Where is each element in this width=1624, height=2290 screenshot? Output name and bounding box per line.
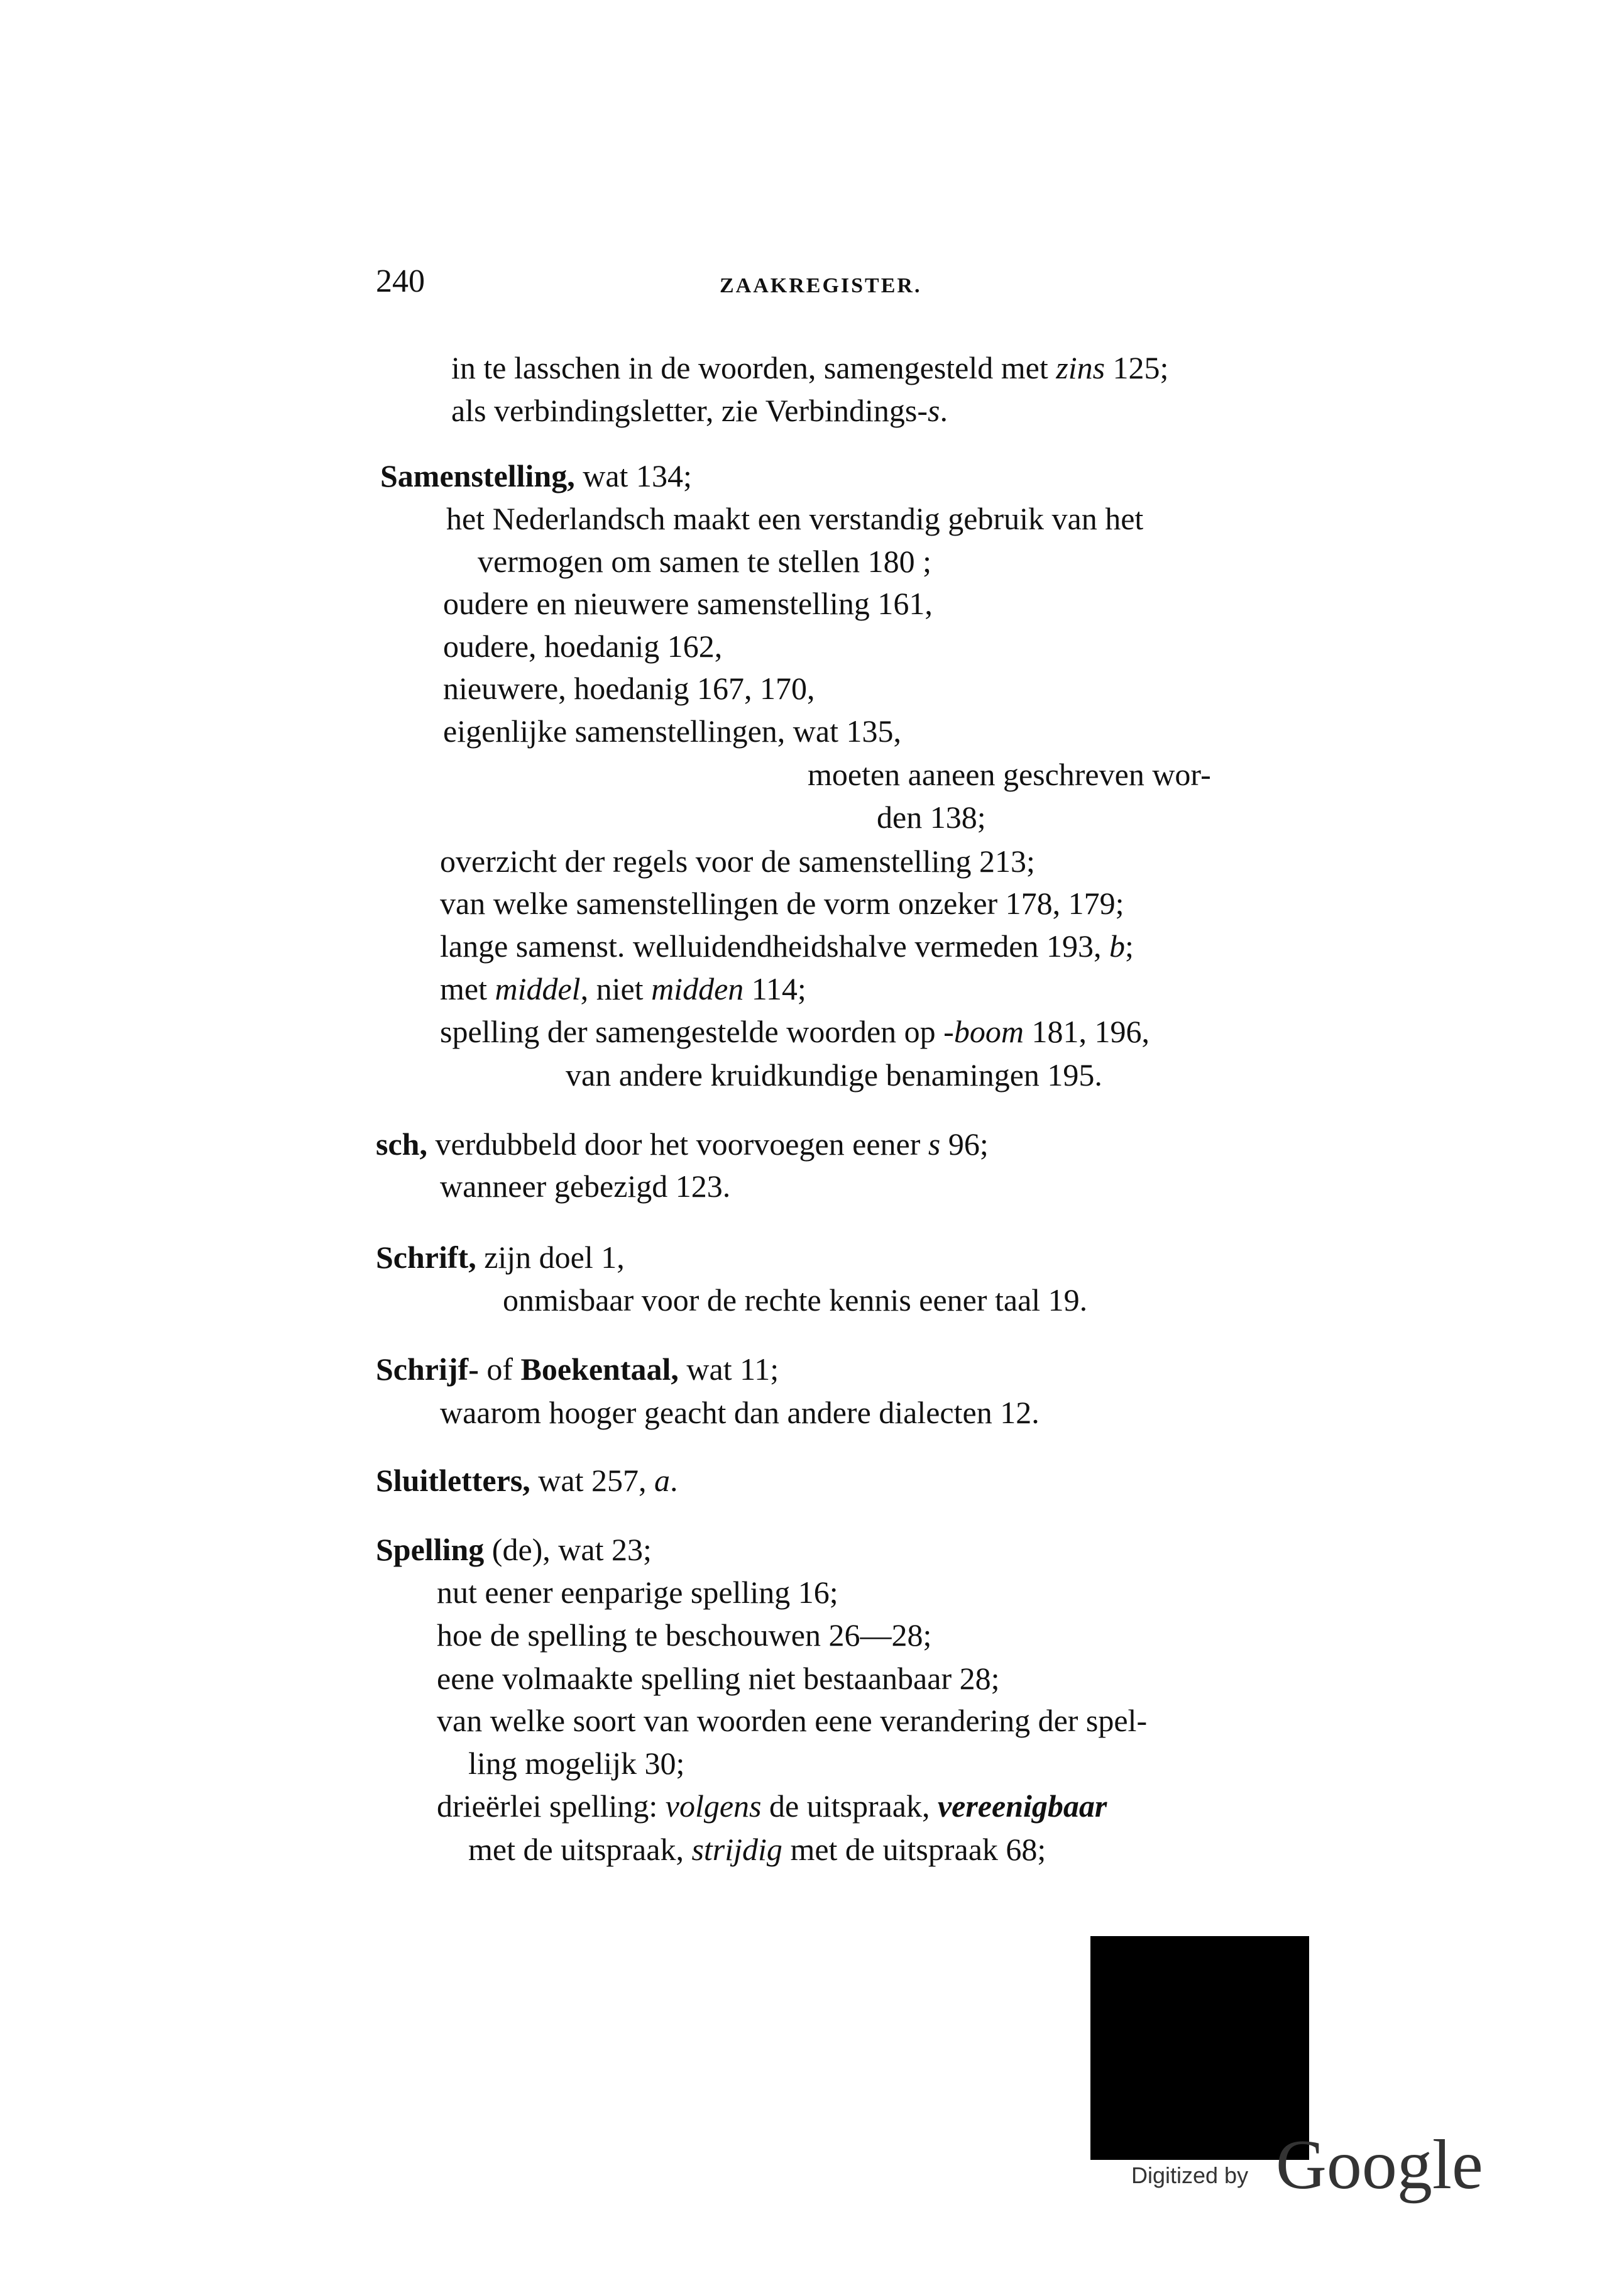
line-text: b [1109, 928, 1125, 964]
line-text: midden [651, 971, 744, 1006]
line-text: s [928, 393, 940, 428]
index-line [468, 1834, 1046, 1865]
line-text: oudere, hoedanig 162, [443, 629, 723, 664]
line-text: ling mogelijk 30; [468, 1746, 685, 1781]
page-number: 240 [376, 263, 425, 299]
index-line [440, 930, 1134, 962]
line-text: zins [1056, 350, 1106, 385]
index-line [440, 888, 1124, 919]
line-text: wat 257, [530, 1463, 654, 1498]
index-line [440, 845, 1035, 877]
headword: Schrijf- [376, 1351, 479, 1387]
headword: Sluitletters, [376, 1463, 530, 1498]
line-text: a [654, 1463, 670, 1498]
index-line [478, 546, 931, 577]
index-line [376, 1465, 678, 1496]
index-line [440, 1016, 1149, 1047]
line-text: vereenigbaar [937, 1788, 1107, 1824]
line-text: 125; [1105, 350, 1169, 385]
line-text: in te lasschen in de woorden, samengesteld met [451, 350, 1056, 385]
index-line [443, 588, 933, 619]
headword: Schrift, [376, 1240, 476, 1275]
index-line [437, 1619, 931, 1651]
index-line [443, 630, 722, 662]
line-text: moeten aaneen geschreven wor- [808, 757, 1211, 792]
index-line [437, 1577, 838, 1608]
headword: sch, [376, 1126, 427, 1162]
line-text: wat 134; [574, 458, 692, 493]
index-line [440, 1170, 730, 1202]
line-text: 114; [743, 971, 806, 1006]
line-text: lange samenst. welluidendheidshalve vermeden 193, [440, 928, 1109, 964]
line-text: wanneer gebezigd 123. [440, 1169, 731, 1204]
headword: Boekentaal, [520, 1351, 679, 1387]
line-text: hoe de spelling te beschouwen 26—28; [437, 1617, 932, 1653]
line-text: waarom hooger geacht dan andere dialecten 12. [440, 1395, 1040, 1430]
line-text: of [478, 1351, 521, 1387]
index-line [376, 1128, 989, 1160]
line-text: de uitspraak, [761, 1788, 938, 1824]
index-line [376, 1241, 625, 1273]
line-text: drieërlei spelling: [437, 1788, 666, 1824]
index-line [808, 759, 1211, 790]
index-line [376, 1353, 779, 1385]
line-text: als verbindingsletter, zie Verbindings- [451, 393, 928, 428]
line-text: verdubbeld door het voorvoegen eener [427, 1126, 928, 1162]
line-text: vermogen om samen te stellen 180 ; [478, 544, 932, 579]
index-line [468, 1748, 684, 1779]
line-text: van welke samenstellingen de vorm onzeker 178, 179; [440, 886, 1124, 921]
headword: Samenstelling, [380, 458, 575, 493]
index-line [451, 352, 1168, 383]
line-text: van andere kruidkundige benamingen 195. [566, 1057, 1102, 1093]
index-line [437, 1705, 1147, 1736]
index-line [877, 801, 986, 833]
digitized-by-label: Digitized by [1131, 2162, 1249, 2188]
index-line [503, 1284, 1087, 1316]
line-text: eene volmaakte spelling niet bestaanbaar 28; [437, 1661, 1000, 1696]
line-text: het Nederlandsch maakt een verstandig gebruik van het [446, 501, 1144, 536]
line-text: overzicht der regels voor de samenstelling 213; [440, 844, 1035, 879]
line-text: eigenlijke samenstellingen, wat 135, [443, 713, 901, 749]
line-text: met [440, 971, 495, 1006]
index-line [437, 1790, 1107, 1822]
index-line [376, 1534, 652, 1565]
line-text: . [940, 393, 948, 428]
line-text: volgens [665, 1788, 762, 1824]
line-text: middel [495, 971, 581, 1006]
line-text: (de), wat 23; [484, 1532, 652, 1567]
index-line [380, 460, 692, 492]
line-text: oudere en nieuwere samenstelling 161, [443, 586, 933, 621]
line-text: nieuwere, hoedanig 167, 170, [443, 671, 815, 706]
line-text: 181, 196, [1023, 1014, 1149, 1049]
line-text: wat 11; [678, 1351, 779, 1387]
line-text: van welke soort van woorden eene verandering der spel- [437, 1703, 1148, 1738]
line-text: onmisbaar voor de rechte kennis eener taal 19. [503, 1282, 1088, 1318]
index-line [566, 1059, 1102, 1091]
line-text: . [669, 1463, 678, 1498]
index-line [443, 715, 901, 747]
index-line [451, 395, 948, 426]
line-text: 96; [940, 1126, 989, 1162]
index-line [446, 503, 1143, 534]
index-line [440, 973, 806, 1005]
line-text: den 138; [877, 800, 986, 835]
index-line [443, 673, 815, 704]
line-text: s [928, 1126, 941, 1162]
line-text: met de uitspraak 68; [782, 1832, 1046, 1867]
line-text: strijdig [691, 1832, 782, 1867]
index-line [437, 1663, 999, 1694]
line-text: spelling der samengestelde woorden op - [440, 1014, 954, 1049]
line-text: , niet [580, 971, 652, 1006]
line-text: boom [953, 1014, 1024, 1049]
running-header: ZAAKREGISTER. [720, 274, 922, 297]
line-text: met de uitspraak, [468, 1832, 692, 1867]
google-watermark: Google [1276, 2126, 1483, 2204]
index-line [440, 1397, 1040, 1428]
line-text: zijn doel 1, [476, 1240, 625, 1275]
headword: Spelling [376, 1532, 485, 1567]
line-text: ; [1124, 928, 1134, 964]
line-text: nut eener eenparige spelling 16; [437, 1575, 838, 1610]
